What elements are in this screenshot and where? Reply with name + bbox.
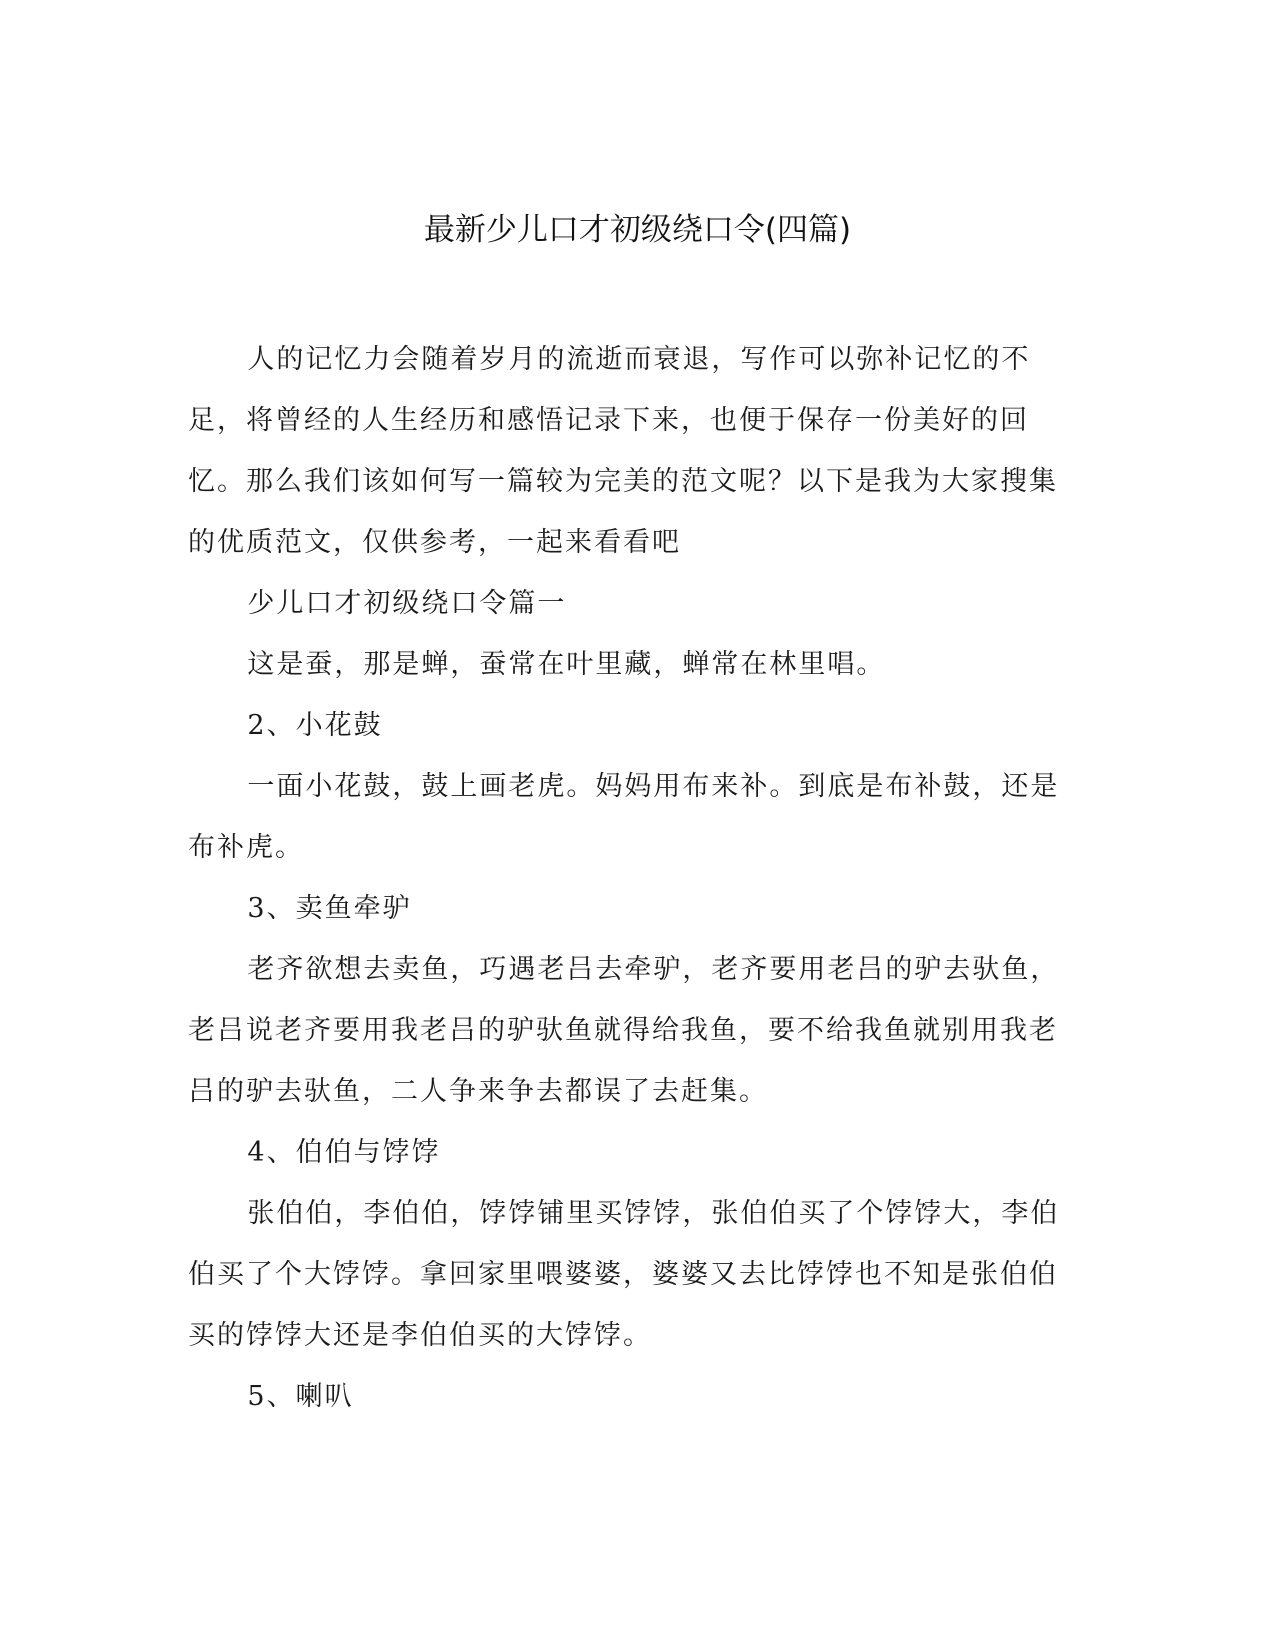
- intro-paragraph: 人的记忆力会随着岁月的流逝而衰退，写作可以弥补记忆的不足，将曾经的人生经历和感悟记录下来，也便于保存一份美好的回忆。那么我们该如何写一篇较为完美的范文呢？以下是我为大家搜集的优质范文，仅供参考，一起来看看吧: [188, 344, 1058, 558]
- paragraph: 老齐欲想去卖鱼，巧遇老吕去牵驴，老齐要用老吕的驴去驮鱼，老吕说老齐要用我老吕的驴驮鱼就得给我鱼，要不给我鱼就别用我老吕的驴去驮鱼，二人争来争去都误了去赶集。: [188, 954, 1060, 1107]
- paragraph: 这是蚕，那是蝉，蚕常在叶里藏，蝉常在林里唱。: [247, 649, 886, 680]
- paragraph: 张伯伯，李伯伯，饽饽铺里买饽饽，张伯伯买了个饽饽大，李伯伯买了个大饽饽。拿回家里喂婆婆，婆婆又去比饽饽也不知是张伯伯买的饽饽大还是李伯伯买的大饽饽。: [188, 1198, 1060, 1351]
- paragraph: 一面小花鼓，鼓上画老虎。妈妈用布来补。到底是布补鼓，还是布补虎。: [188, 771, 1060, 863]
- item-heading: 4、伯伯与饽饽: [247, 1137, 441, 1168]
- document-body: [188, 329, 1068, 1427]
- document-title: 最新少儿口才初级绕口令(四篇): [423, 212, 852, 248]
- item-heading: 3、卖鱼牵驴: [247, 893, 412, 924]
- item-heading: 5、喇叭: [247, 1381, 354, 1412]
- item-heading: 2、小花鼓: [247, 710, 383, 741]
- section-heading: 少儿口才初级绕口令篇一: [247, 588, 567, 619]
